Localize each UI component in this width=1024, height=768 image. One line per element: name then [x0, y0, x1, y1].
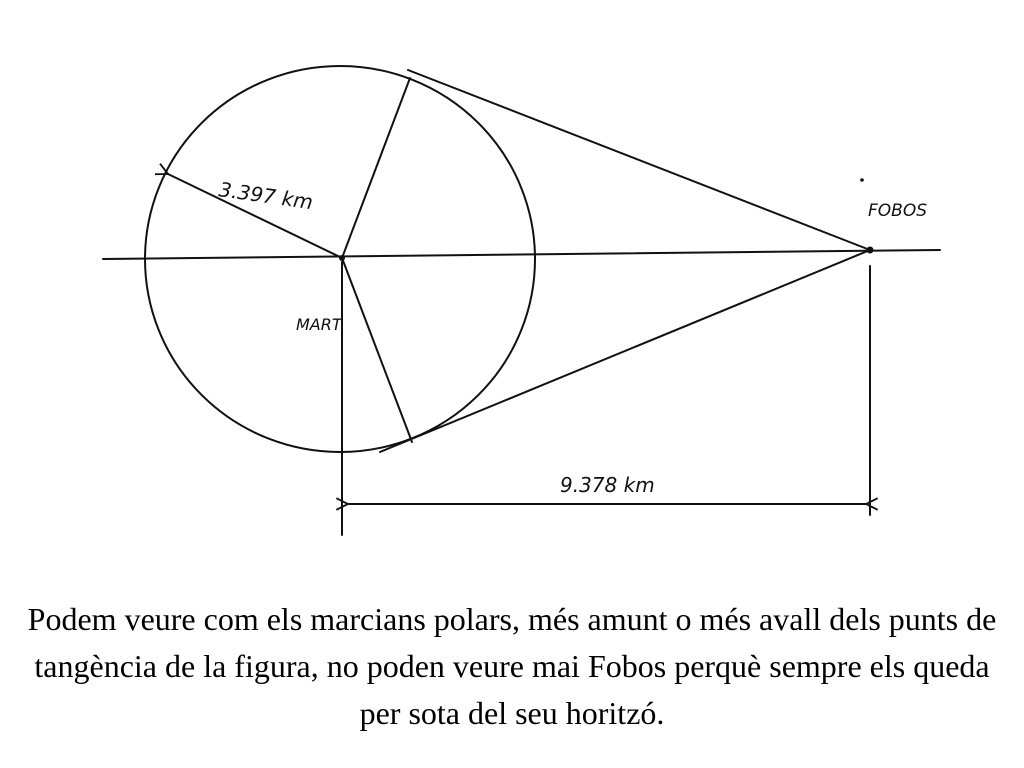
- caption-text: Podem veure com els marcians polars, més amunt o més avall dels punts de tangència de la figura, no poden veure mai Fobos perquè sempre els queda per sota del seu horitzó.: [27, 601, 997, 731]
- upper-tangent-line: [408, 70, 870, 250]
- mars-center-point: [339, 255, 345, 261]
- radius-to-upper-tangent: [342, 78, 410, 258]
- distance-label: 9.378 km: [560, 473, 655, 497]
- phobos-point: [867, 247, 874, 254]
- radius-to-lower-tangent: [342, 258, 412, 442]
- stray-dot: [860, 178, 864, 182]
- radius-label: 3.397 km: [217, 177, 315, 215]
- mars-label: MART: [296, 315, 342, 334]
- lower-tangent-line: [380, 250, 870, 452]
- horizontal-axis: [103, 250, 940, 259]
- phobos-label: FOBOS: [868, 201, 927, 221]
